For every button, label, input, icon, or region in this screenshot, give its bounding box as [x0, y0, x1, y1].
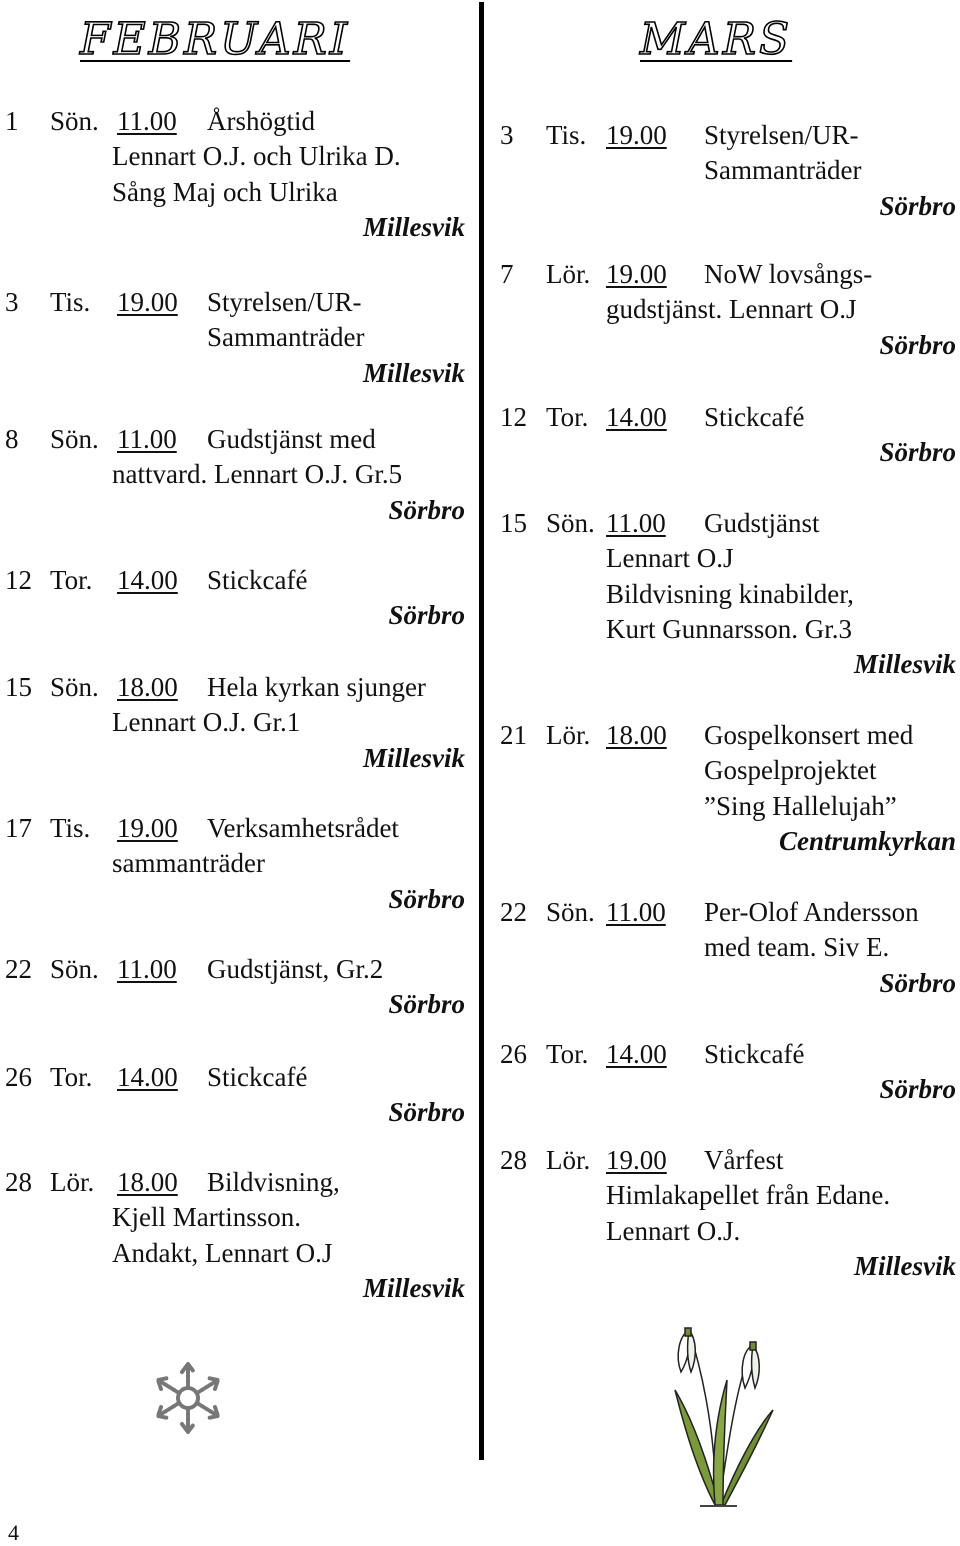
event-day: 1 [5, 106, 19, 136]
event-time: 11.00 [117, 424, 177, 454]
event-weekday: Tis. [50, 287, 91, 317]
event-location: Sörbro [388, 883, 465, 914]
event-time: 19.00 [606, 259, 667, 289]
event-location: Sörbro [879, 1074, 956, 1105]
event-text: Vårfest [704, 1145, 784, 1175]
event-time: 19.00 [117, 813, 178, 843]
event-weekday: Sön. [546, 508, 595, 538]
calendar-event [5, 104, 465, 245]
event-weekday: Sön. [50, 106, 99, 136]
february-heading: FEBRUARI [80, 14, 351, 65]
event-weekday: Tor. [50, 565, 93, 595]
event-location: Sörbro [879, 967, 956, 998]
calendar-event [500, 506, 956, 682]
calendar-event [5, 811, 465, 917]
calendar-event [5, 670, 465, 776]
event-text: NoW lovsångs- [704, 259, 873, 289]
event-text: Stickcafé [207, 1062, 308, 1092]
event-location: Centrumkyrkan [778, 825, 956, 856]
event-time: 19.00 [606, 1145, 667, 1175]
event-weekday: Lör. [546, 1145, 591, 1175]
calendar-event [500, 118, 956, 224]
event-text: Lennart O.J. och Ulrika D. [112, 141, 401, 172]
event-time: 14.00 [606, 1039, 667, 1069]
event-time: 19.00 [606, 120, 667, 150]
event-time: 14.00 [117, 1062, 178, 1092]
event-text: Andakt, Lennart O.J [112, 1237, 333, 1268]
event-text: Lennart O.J. Gr.1 [112, 707, 301, 738]
event-day: 22 [500, 897, 527, 927]
calendar-event [5, 563, 465, 634]
event-text: Styrelsen/UR- [207, 287, 362, 317]
calendar-event [5, 1165, 465, 1306]
event-location: Sörbro [879, 329, 956, 360]
event-location: Sörbro [879, 190, 956, 221]
event-weekday: Lör. [546, 259, 591, 289]
event-text: ”Sing Hallelujah” [704, 790, 897, 821]
event-day: 15 [5, 672, 32, 702]
event-text: Gudstjänst, Gr.2 [207, 954, 384, 984]
event-location: Millesvik [363, 1272, 465, 1303]
calendar-event [500, 895, 956, 1001]
event-text: Stickcafé [207, 565, 308, 595]
event-weekday: Tor. [50, 1062, 93, 1092]
event-text: gudstjänst. Lennart O.J [606, 294, 857, 325]
event-text: Årshögtid [207, 106, 315, 136]
event-day: 3 [500, 120, 514, 150]
event-weekday: Lör. [546, 720, 591, 750]
event-location: Millesvik [854, 649, 956, 680]
calendar-event [500, 1037, 956, 1108]
event-text: sammanträder [112, 848, 265, 879]
event-day: 26 [5, 1062, 32, 1092]
event-text: Sammanträder [207, 322, 365, 353]
event-time: 18.00 [117, 1167, 178, 1197]
event-text: Himlakapellet från Edane. [606, 1180, 891, 1211]
event-location: Sörbro [388, 600, 465, 631]
event-text: Hela kyrkan sjunger [207, 672, 426, 702]
event-time: 14.00 [117, 565, 178, 595]
event-location: Millesvik [363, 211, 465, 242]
event-time: 18.00 [117, 672, 178, 702]
event-weekday: Tor. [546, 1039, 589, 1069]
event-location: Millesvik [854, 1250, 956, 1281]
event-text: Verksamhetsrådet [207, 813, 399, 843]
event-text: Kurt Gunnarsson. Gr.3 [606, 613, 852, 644]
event-text: Bildvisning kinabilder, [606, 578, 854, 609]
event-location: Sörbro [388, 989, 465, 1020]
calendar-event [5, 1060, 465, 1131]
event-text: Kjell Martinsson. [112, 1202, 301, 1233]
event-location: Sörbro [879, 437, 956, 468]
event-location: Millesvik [363, 742, 465, 773]
event-time: 18.00 [606, 720, 667, 750]
event-location: Sörbro [388, 494, 465, 525]
event-text: Per-Olof Andersson [704, 897, 919, 927]
event-weekday: Tis. [546, 120, 587, 150]
event-location: Millesvik [363, 357, 465, 388]
calendar-event [500, 400, 956, 471]
event-text: Sammanträder [704, 155, 862, 186]
event-day: 21 [500, 720, 527, 750]
event-day: 8 [5, 424, 19, 454]
event-text: Stickcafé [704, 402, 805, 432]
event-day: 28 [5, 1167, 32, 1197]
event-text: Styrelsen/UR- [704, 120, 859, 150]
event-time: 11.00 [606, 508, 666, 538]
event-day: 7 [500, 259, 514, 289]
event-weekday: Sön. [546, 897, 595, 927]
event-day: 12 [500, 402, 527, 432]
event-weekday: Tor. [546, 402, 589, 432]
calendar-event [500, 1143, 956, 1284]
event-time: 19.00 [117, 287, 178, 317]
calendar-event [500, 257, 956, 363]
event-day: 3 [5, 287, 19, 317]
event-text: Gudstjänst [704, 508, 820, 538]
event-text: Lennart O.J. [606, 1215, 741, 1246]
event-weekday: Sön. [50, 954, 99, 984]
event-weekday: Lör. [50, 1167, 95, 1197]
snowflake-icon [148, 1358, 228, 1438]
event-time: 11.00 [606, 897, 666, 927]
snowdrop-flower-icon [645, 1310, 795, 1510]
calendar-event [5, 285, 465, 391]
event-text: Bildvisning, [207, 1167, 340, 1197]
calendar-event [5, 422, 465, 528]
event-time: 11.00 [117, 954, 177, 984]
event-time: 14.00 [606, 402, 667, 432]
event-text: Gudstjänst med [207, 424, 376, 454]
event-time: 11.00 [117, 106, 177, 136]
page-number: 4 [8, 1520, 19, 1545]
event-weekday: Tis. [50, 813, 91, 843]
event-text: Gospelprojektet [704, 755, 877, 786]
event-weekday: Sön. [50, 424, 99, 454]
column-divider [479, 2, 484, 1460]
calendar-event [500, 718, 956, 859]
event-location: Sörbro [388, 1097, 465, 1128]
event-day: 15 [500, 508, 527, 538]
event-text: Sång Maj och Ulrika [112, 176, 338, 207]
event-weekday: Sön. [50, 672, 99, 702]
event-day: 12 [5, 565, 32, 595]
event-text: Lennart O.J [606, 543, 734, 574]
event-day: 22 [5, 954, 32, 984]
event-text: Stickcafé [704, 1039, 805, 1069]
event-day: 26 [500, 1039, 527, 1069]
event-day: 17 [5, 813, 32, 843]
event-day: 28 [500, 1145, 527, 1175]
event-text: med team. Siv E. [704, 932, 890, 963]
march-heading: MARS [640, 14, 793, 65]
calendar-event [5, 952, 465, 1023]
event-text: nattvard. Lennart O.J. Gr.5 [112, 459, 403, 490]
event-text: Gospelkonsert med [704, 720, 914, 750]
